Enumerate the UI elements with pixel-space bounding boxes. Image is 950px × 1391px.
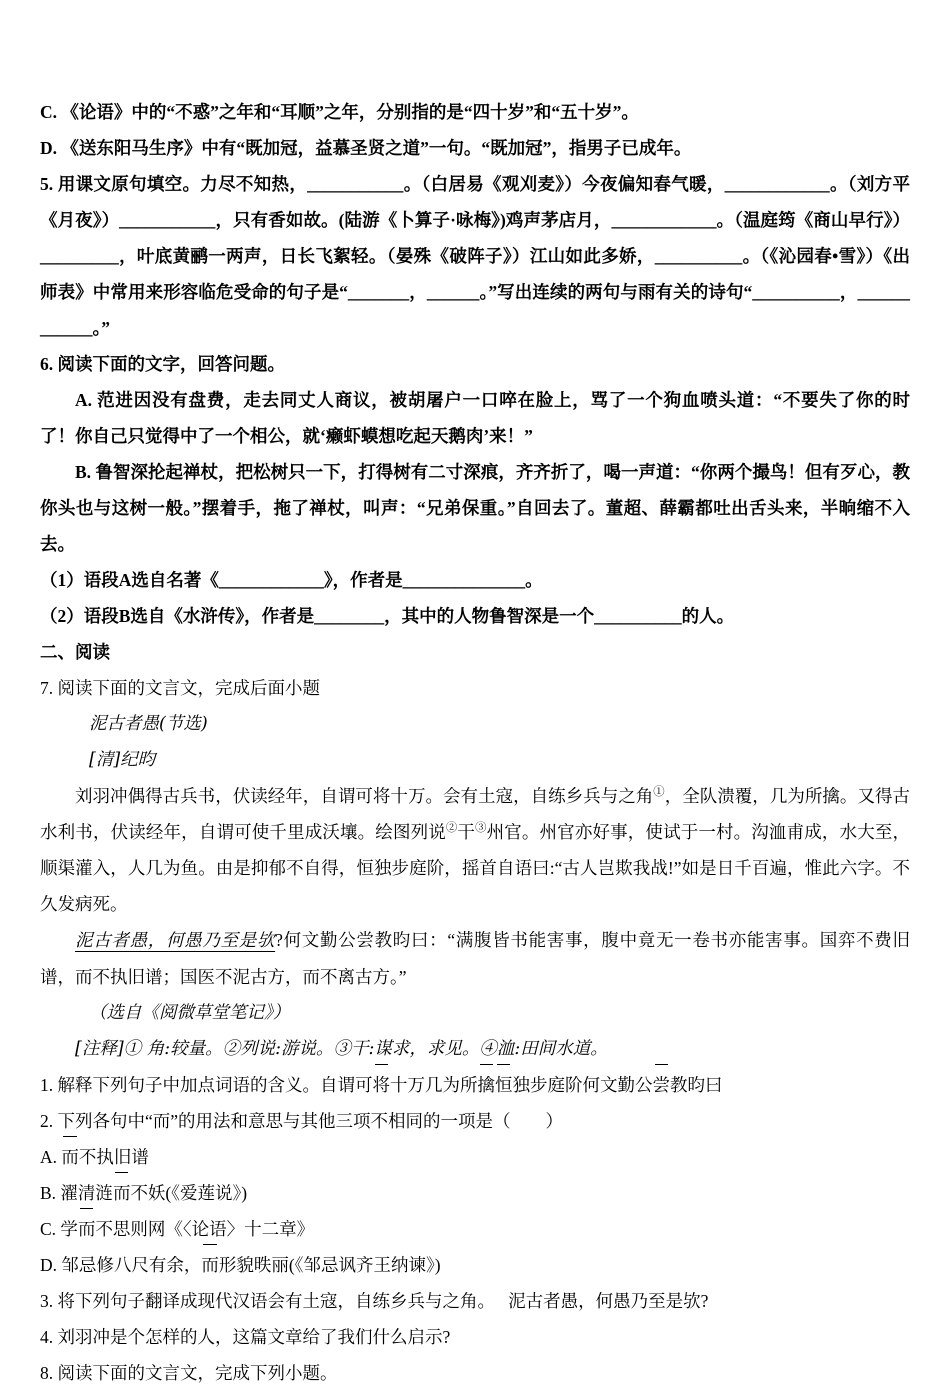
q1-phrase: 教昀曰	[670, 1075, 723, 1095]
q7-sub-question-1	[40, 1067, 910, 1103]
option-text: 不执旧谱	[78, 1147, 149, 1167]
q1-phrase: 十万	[390, 1075, 425, 1095]
passage-text: 干	[457, 822, 476, 842]
option-text: 不思则网《〈论语〉十二章》	[95, 1219, 315, 1239]
prior-option-c: C. 《论语》中的“不惑”之年和“耳顺”之年，分别指的是“四十岁”和“五十岁”。	[40, 102, 639, 122]
dotted-word: 而	[61, 1139, 79, 1175]
q6-passage-a: A. 范进因没有盘费，走去同丈人商议，被胡屠户一口啐在脸上，骂了一个狗血喷头道：“不要失了你的时了！你自己只觉得中了一个相公，就‘癞虾蟆想吃起天鹅肉’来！”	[40, 390, 910, 446]
question-7-intro: 7. 阅读下面的文言文，完成后面小题	[40, 678, 320, 698]
q7-passage-paragraph-2	[40, 922, 910, 995]
q7-sub2-option-b	[40, 1175, 910, 1211]
question-6-intro: 6. 阅读下面的文字，回答问题。	[40, 354, 285, 374]
q7-notes-line: [注释]① 角:较量。②列说:游说。③干:谋求，求见。④洫:田间水道。	[75, 1039, 608, 1059]
option-text: 不妖(《爱莲说》)	[130, 1183, 248, 1203]
option-text: B. 濯清涟	[40, 1183, 113, 1203]
option-text: 形貌昳丽(《邹忌讽齐王纳谏》)	[218, 1255, 441, 1275]
q7-passage-author: [清]纪昀	[89, 750, 156, 770]
dotted-word: 而	[78, 1211, 96, 1247]
q7-passage-paragraph-1	[40, 778, 910, 922]
section-2-heading: 二、阅读	[40, 642, 110, 662]
dotted-word: 而	[201, 1247, 219, 1283]
passage-text: ，全队溃覆，几为所擒。又得古水利书，伏读经年，自谓可使千里成沃壤。绘图列说	[40, 786, 910, 842]
q7-sub-question-4: 4. 刘羽冲是个怎样的人，这篇文章给了我们什么启示?	[40, 1327, 451, 1347]
q6-sub-question-1: （1）语段A选自名著《____________》，作者是______________。	[40, 570, 543, 590]
q1-lead: 1. 解释下列句子中加点词语的含义。	[40, 1075, 320, 1095]
prior-option-d: D. 《送东阳马生序》中有“既加冠，益慕圣贤之道”一句。“既加冠”，指男子已成年。	[40, 138, 692, 158]
dotted-word: 而	[113, 1175, 131, 1211]
note-ref-1: ①	[653, 786, 665, 799]
question-8-intro: 8. 阅读下面的文言文，完成下列小题。	[40, 1363, 338, 1383]
q7-sub2-option-d	[40, 1247, 910, 1283]
note-ref-2: ②	[445, 822, 458, 835]
q1-phrase: 几为所	[425, 1075, 478, 1095]
dotted-word: 擒	[478, 1067, 496, 1103]
underlined-clause: 泥古者愚，何愚乃至是欤	[75, 931, 276, 951]
option-text: C. 学	[40, 1219, 78, 1239]
q6-sub-question-2: （2）语段B选自《水浒传》，作者是________，其中的人物鲁智深是一个__________的人。	[40, 606, 735, 626]
dotted-word: 尝	[653, 1067, 671, 1103]
q7-sub2-option-c	[40, 1211, 910, 1247]
q1-phrase: 自谓可	[320, 1075, 373, 1095]
option-text: A.	[40, 1147, 62, 1167]
note-ref-3: ③	[475, 822, 487, 835]
q6-passage-b: B. 鲁智深抡起禅杖，把松树只一下，打得树有二寸深痕，齐齐折了，喝一声道：“你两个撮鸟！但有歹心，教你头也与这树一般。”摆着手，拖了禅杖，叫声：“兄弟保重。”自回去了。董超、薛霸都吐出舌头来，半晌缩不入去。	[40, 462, 910, 554]
passage-text: 州官。州官亦好事，使试于一村。沟洫甫成，水大至，顺渠灌入，人几为鱼。由是抑郁不自得，恒独步庭阶，摇首自语曰:“古人岂欺我战!”如是日千百遍，惟此六字。不久发病死。	[40, 822, 910, 914]
q7-sub2-option-a	[40, 1139, 910, 1175]
passage-text: ?何文勤公尝教昀曰：“满腹皆书能害事，腹中竟无一卷书亦能害事。国弈不费旧谱，而不执旧谱；国医不泥古方，而不离古方。”	[40, 930, 910, 987]
q7-passage-title: 泥古者愚(节选)	[89, 714, 208, 734]
q1-phrase: 独步庭阶	[512, 1075, 583, 1095]
dotted-word: 恒	[495, 1067, 513, 1103]
q7-sub-question-3: 3. 将下列句子翻译成现代汉语会有土寇，自练乡兵与之角。 泥古者愚，何愚乃至是欤?	[40, 1291, 709, 1311]
option-text: D. 邹忌修八尺有余，	[40, 1255, 202, 1275]
q1-phrase: 何文勤公	[582, 1075, 653, 1095]
dotted-word: 将	[373, 1067, 391, 1103]
q7-sub-question-2-stem: 2. 下列各句中“而”的用法和意思与其他三项不相同的一项是（ ）	[40, 1111, 564, 1131]
passage-text: 刘羽冲偶得古兵书，伏读经年，自谓可将十万。会有土寇，自练乡兵与之角	[75, 786, 654, 806]
q7-source-line: （选自《阅微草堂笔记》）	[89, 1003, 291, 1023]
question-5: 5. 用课文原句填空。力尽不知热，___________。（白居易《观刈麦》）今夜偏知春气暖，____________。（刘方平《月夜》）___________，只有香如故。(陆游《卜算子·咏梅》)鸡声茅店月，____________。（温庭筠《商山早行》）_________，叶底黄鹂一两声，日长飞絮轻。（晏殊《破阵子》）江山如此多娇，__________。（《沁园春•雪》）《出师表》中常用来形容临危受命的句子是“_______，______。”写出连续的两句与雨有关的诗句“__________，____________。”	[40, 174, 910, 338]
